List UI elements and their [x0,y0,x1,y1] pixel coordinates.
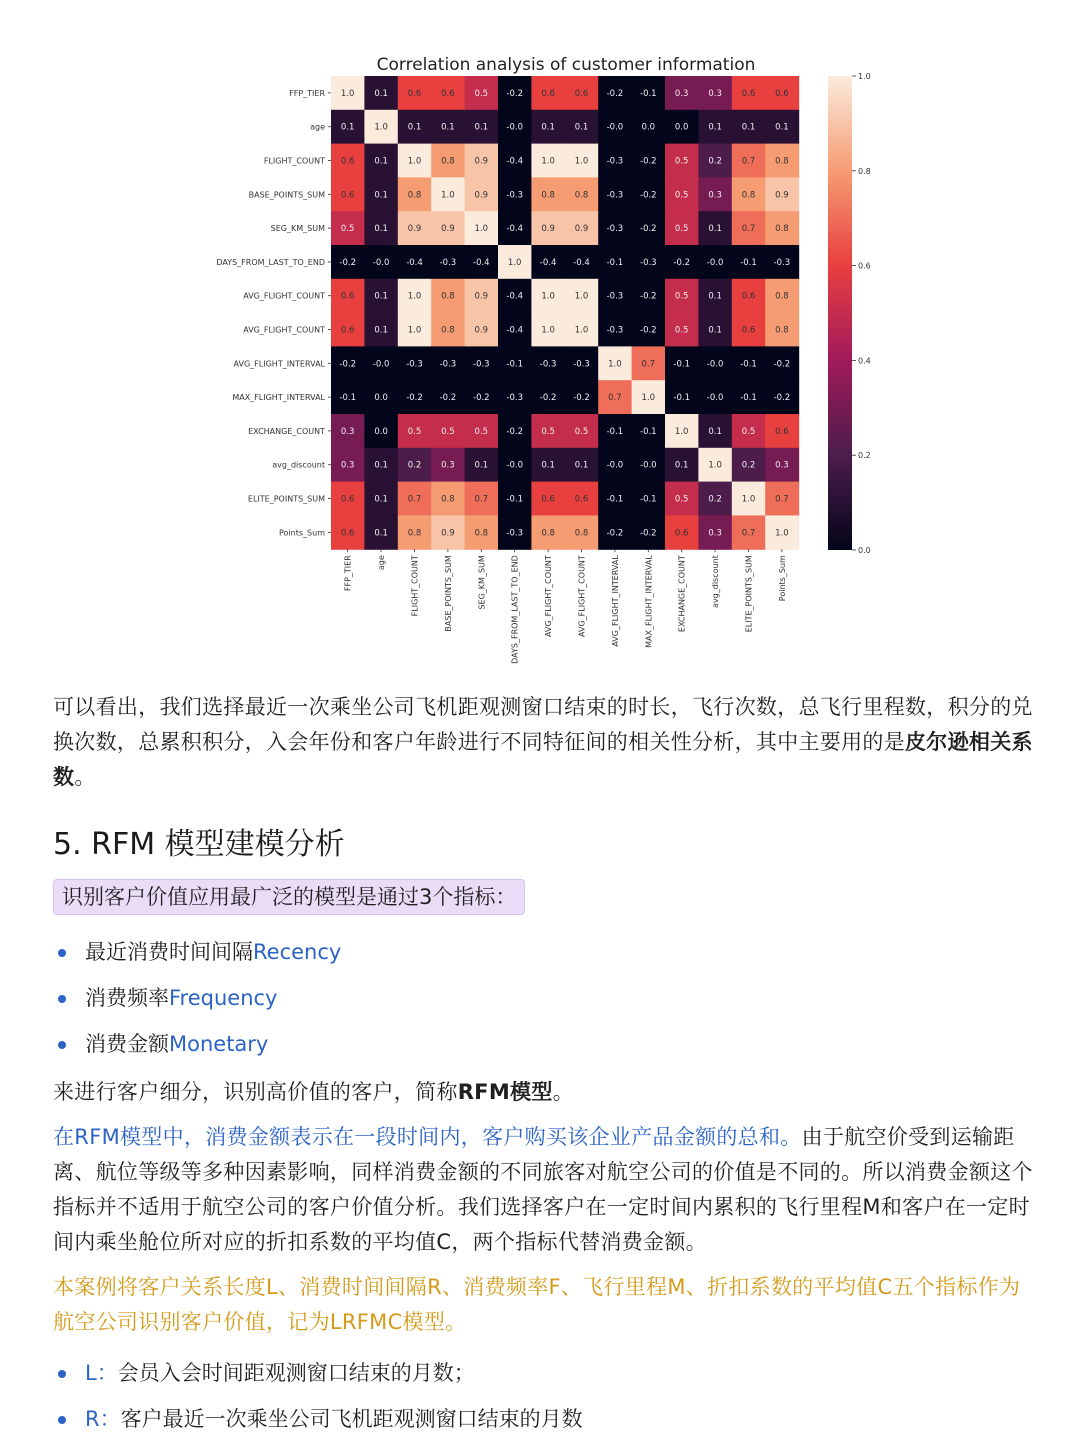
cell-value-label: 0.5 [674,291,689,302]
cell-value-label: 0.1 [374,494,388,505]
cell-value-label: -0.1 [506,359,523,370]
cell-value-label: 1.0 [441,190,455,201]
cell-value-label: 0.6 [340,156,355,167]
colorbar-tick-label: 0.0 [858,546,871,555]
cell-value-label: 0.8 [407,190,422,201]
cell-value-label: 0.1 [674,460,689,471]
cell-value-label: 0.6 [775,426,789,437]
column-tick-label: AVG_FLIGHT_COUNT [544,555,554,637]
cell-value-label: -0.2 [673,257,690,268]
column-tick-label: SEG_KM_SUM [477,555,487,610]
highlight-note: 识别客户价值应用最广泛的模型是通过3个指标： [53,879,525,915]
cell-value-label: 0.6 [741,88,756,99]
cell-value-label: 0.9 [441,528,455,539]
row-tick-label: ELITE_POINTS_SUM [247,494,325,504]
cell-value-label: -0.2 [606,528,624,539]
colorbar-tick-label: 0.4 [858,356,871,366]
cell-value-label: 0.6 [441,88,455,99]
cell-value-label: 0.1 [574,122,589,133]
cell-value-label: 0.5 [674,325,689,336]
cell-value-label: 0.1 [574,460,589,471]
cell-value-label: -0.3 [606,325,624,336]
cell-value-label: 0.8 [407,528,422,539]
cell-value-label: -0.2 [773,359,791,370]
cell-value-label: 0.7 [775,494,789,505]
bullet-dot [58,1370,66,1378]
item-en: Recency [253,940,342,964]
item-cn: 最近消费时间间隔 [85,940,253,964]
cell-value-label: 0.2 [407,460,422,471]
cell-value-label: 0.1 [374,528,388,539]
chart-title: Correlation analysis of customer information [376,55,756,75]
cell-value-label: 0.1 [374,325,388,336]
column-tick-label: BASE_POINTS_SUM [443,555,453,632]
cell-value-label: 0.2 [708,494,722,505]
cell-value-label: 0.6 [340,291,355,302]
cell-value-label: 0.7 [741,156,756,167]
cell-value-label: 0.1 [708,426,722,437]
cell-value-label: 0.5 [441,426,455,437]
colorbar-tick-label: 1.0 [858,72,871,81]
cell-value-label: 0.7 [741,224,756,235]
cell-value-label: 1.0 [407,291,422,302]
cell-value-label: 0.8 [474,528,489,539]
cell-value-label: -0.2 [539,393,557,404]
cell-value-label: -0.1 [606,494,624,505]
cell-value-label: 1.0 [474,224,489,235]
item-text: 会员入会时间距观测窗口结束的月数； [117,1361,475,1385]
cell-value-label: 0.8 [775,291,789,302]
cell-value-label: 0.7 [741,528,756,539]
cell-value-label: -0.4 [573,257,590,268]
cell-value-label: -0.2 [640,528,657,539]
cell-value-label: 0.9 [474,156,489,167]
cell-value-label: 0.8 [775,156,789,167]
cell-value-label: 0.7 [474,494,489,505]
cell-value-label: 0.9 [541,224,555,235]
colorbar-tick-label: 0.8 [858,166,871,176]
cell-value-label: -0.3 [640,257,657,268]
cell-value-label: 0.5 [674,190,689,201]
cell-value-label: 1.0 [407,325,422,336]
cell-value-label: -0.4 [539,257,557,268]
cell-value-label: -0.1 [640,88,657,99]
cell-value-label: 1.0 [340,88,355,99]
cell-value-label: 0.5 [674,156,689,167]
cell-value-label: -0.2 [339,257,356,268]
cell-value-label: 0.1 [441,122,455,133]
cell-value-label: 0.2 [741,460,756,471]
item-cn: 消费频率 [85,986,169,1010]
cell-value-label: 1.0 [541,291,555,302]
cell-value-label: 0.8 [775,224,789,235]
row-tick-label: FLIGHT_COUNT [263,156,325,166]
cell-value-label: 0.5 [407,426,422,437]
list-item [53,975,1033,1021]
cell-value-label: 0.1 [374,460,388,471]
cell-value-label: 0.9 [775,190,789,201]
cell-value-label: -0.0 [506,122,523,133]
cell-value-label: -0.0 [606,122,624,133]
list-item [53,929,1033,975]
article-body [53,690,1033,1450]
cell-value-label: -0.3 [606,291,624,302]
cell-value-label: 0.8 [541,190,555,201]
cell-value-label: 1.0 [574,156,589,167]
cell-value-label: -0.3 [773,257,791,268]
column-tick-label: DAYS_FROM_LAST_TO_END [510,555,520,664]
row-tick-label: EXCHANGE_COUNT [248,426,325,436]
cell-value-label: 0.1 [541,460,555,471]
row-labels [216,89,331,537]
cell-value-label: 0.6 [574,88,589,99]
list-item [53,1021,1033,1067]
cell-value-label: 0.3 [441,460,455,471]
cell-value-label: 0.5 [741,426,756,437]
cell-value-label: 0.8 [441,494,455,505]
cell-value-label: -0.3 [606,156,624,167]
cell-value-label: 1.0 [775,528,789,539]
cell-value-label: 0.1 [474,122,489,133]
row-tick-label: SEG_KM_SUM [270,224,325,234]
row-tick-label: AVG_FLIGHT_COUNT [243,291,325,301]
bullet-dot [58,1041,66,1049]
cell-value-label: 0.6 [340,325,355,336]
row-tick-label: age [310,122,325,132]
cell-value-label: -0.3 [539,359,557,370]
cell-value-label: 0.8 [574,528,589,539]
cell-value-label: -0.2 [439,393,457,404]
cell-value-label: -0.2 [339,359,356,370]
cell-value-label: -0.3 [573,359,590,370]
cell-value-label: -0.0 [372,359,390,370]
cell-value-label: -0.0 [706,257,724,268]
cell-value-label: 0.6 [340,494,355,505]
cell-value-label: 0.1 [374,224,388,235]
cell-value-label: -0.4 [473,257,490,268]
cell-value-label: 0.9 [441,224,455,235]
list-item [53,1350,1033,1396]
cell-value-label: 0.8 [441,156,455,167]
cell-value-label: 0.0 [374,393,388,404]
cell-value-label: 0.1 [775,122,789,133]
cell-value-label: -0.4 [506,224,523,235]
item-en: Monetary [169,1032,269,1056]
cell-value-label: -0.0 [506,460,523,471]
cell-value-label: -0.3 [473,359,490,370]
cell-value-label: 0.3 [708,528,722,539]
cell-value-label: -0.1 [740,393,757,404]
cell-value-label: -0.4 [506,325,523,336]
cell-value-label: -0.1 [673,359,690,370]
highlight-text: 在RFM模型中，消费金额表示在一段时间内，客户购买该企业产品金额的总和。 [53,1125,802,1149]
cell-value-label: -0.2 [640,190,657,201]
cell-value-label: 0.9 [574,224,589,235]
cell-value-label: 0.7 [407,494,422,505]
cell-value-label: 1.0 [741,494,756,505]
row-tick-label: MAX_FLIGHT_INTERVAL [232,393,325,403]
cell-value-label: 0.8 [574,190,589,201]
cell-value-label: -0.2 [640,224,657,235]
cell-value-label: 0.6 [574,494,589,505]
cell-value-label: 0.6 [340,528,355,539]
cell-value-label: 0.8 [441,291,455,302]
paragraph-monetary [53,1120,1033,1260]
cell-value-label: -0.3 [439,257,457,268]
row-tick-label: DAYS_FROM_LAST_TO_END [216,257,325,267]
cell-value-label: -0.1 [640,494,657,505]
cell-value-label: 0.5 [340,224,355,235]
cell-value-label: -0.3 [606,224,624,235]
column-tick-label: FFP_TIER [343,555,353,592]
row-tick-label: BASE_POINTS_SUM [248,190,325,200]
lrfmc-list [53,1350,1033,1442]
rfm-list [53,929,1033,1067]
cell-value-label: -0.2 [473,393,490,404]
cell-value-label: 0.8 [741,190,756,201]
paragraph-correlation [53,690,1033,795]
item-cn: 消费金额 [85,1032,169,1056]
item-key: L： [85,1361,118,1385]
column-tick-label: Points_Sum [777,555,787,602]
cell-value-label: -0.2 [406,393,423,404]
cell-value-label: 0.6 [741,291,756,302]
cell-value-label: 0.7 [641,359,656,370]
cell-value-label: 0.1 [374,291,388,302]
cell-value-label: 0.1 [708,325,722,336]
cell-value-label: 1.0 [374,122,388,133]
cell-value-label: 0.3 [775,460,789,471]
cell-value-label: -0.0 [640,460,657,471]
cell-value-label: -0.2 [606,88,624,99]
cell-value-label: -0.1 [640,426,657,437]
column-tick-label: MAX_FLIGHT_INTERVAL [644,555,654,648]
cell-value-label: -0.2 [773,393,791,404]
column-tick-label: avg_discount [711,555,721,608]
column-tick-label: AVG_FLIGHT_COUNT [577,555,587,637]
cell-value-label: 1.0 [674,426,689,437]
column-tick-label: AVG_FLIGHT_INTERVAL [610,555,620,647]
cell-value-label: -0.1 [740,359,757,370]
cell-value-label: -0.1 [740,257,757,268]
correlation-heatmap-figure [0,0,1080,680]
cell-value-label: -0.3 [439,359,457,370]
bullet-dot [58,949,66,957]
cell-value-label: 0.9 [474,325,489,336]
colorbar [828,76,852,550]
cell-value-label: 1.0 [574,291,589,302]
cell-value-label: -0.4 [506,291,523,302]
cell-value-label: 0.5 [674,224,689,235]
cell-value-label: -0.0 [706,393,724,404]
cell-value-label: 0.1 [708,291,722,302]
colorbar-ticks [852,72,871,555]
bold-term: RFM模型 [457,1080,553,1104]
cell-value-label: 0.2 [708,156,722,167]
cell-value-label: -0.3 [406,359,423,370]
paragraph-text: 由于航空价受到运输距离、航位等级等多种因素影响，同样消费金额的不同旅客对航空公司的价值是不同的。所以消费金额这个指标并不适用于航空公司的客户价值分析。我们选择客户在一定时间内累积的飞行里程M和客户在一定时间内乘坐舱位所对应的折扣系数的平均值C，两个指标代替消费金额。 [53,1125,1033,1254]
cell-value-label: 0.8 [541,528,555,539]
cell-value-label: 0.7 [608,393,622,404]
cell-value-label: 0.0 [374,426,388,437]
row-tick-label: Points_Sum [279,528,325,538]
cell-value-label: -0.2 [506,88,523,99]
colorbar-tick-label: 0.6 [858,261,871,271]
cell-value-label: 0.1 [474,460,489,471]
cell-value-label: 0.9 [407,224,422,235]
bullet-dot [58,995,66,1003]
cell-value-label: 0.6 [340,190,355,201]
item-en: Frequency [169,986,278,1010]
paragraph-text: 来进行客户细分，识别高价值的客户，简称 [53,1080,458,1104]
cell-value-label: 1.0 [641,393,656,404]
cell-value-label: -0.0 [606,460,624,471]
cell-value-label: 0.8 [775,325,789,336]
cell-value-label: 0.3 [708,190,722,201]
cell-value-label: -0.0 [706,359,724,370]
cell-value-label: -0.1 [673,393,690,404]
cell-value-label: -0.2 [573,393,590,404]
cell-value-label: 0.5 [574,426,589,437]
cell-value-label: -0.3 [506,393,523,404]
cell-value-label: 1.0 [708,460,722,471]
item-key: R： [85,1407,121,1431]
cell-value-label: 1.0 [541,325,555,336]
cell-value-label: -0.0 [372,257,390,268]
cell-value-label: 0.1 [407,122,422,133]
cell-value-label: 0.5 [674,494,689,505]
cell-value-label: 0.1 [374,156,388,167]
heatmap-cells [331,76,799,550]
row-tick-label: AVG_FLIGHT_COUNT [243,325,325,335]
cell-value-label: -0.2 [506,426,523,437]
cell-value-label: -0.1 [606,257,624,268]
cell-value-label: 0.1 [708,224,722,235]
cell-value-label: 0.9 [474,190,489,201]
cell-value-label: 0.1 [374,190,388,201]
cell-value-label: 1.0 [541,156,555,167]
item-text: 客户最近一次乘坐公司飞机距观测窗口结束的月数 [120,1407,583,1431]
row-tick-label: AVG_FLIGHT_INTERVAL [233,359,325,369]
cell-value-label: 0.6 [741,325,756,336]
cell-value-label: 0.1 [541,122,555,133]
cell-value-label: 0.5 [474,88,489,99]
column-tick-label: age [377,555,387,571]
cell-value-label: 0.6 [541,494,555,505]
paragraph-rfm [53,1075,1033,1110]
cell-value-label: 0.1 [708,122,722,133]
column-labels [344,549,787,664]
cell-value-label: 1.0 [507,257,522,268]
cell-value-label: 0.8 [441,325,455,336]
cell-value-label: -0.4 [406,257,423,268]
cell-value-label: 0.3 [340,426,355,437]
colorbar-tick-label: 0.2 [858,451,871,461]
paragraph-lrfmc: 本案例将客户关系长度L、消费时间间隔R、消费频率F、飞行里程M、折扣系数的平均值C五个指标作为航空公司识别客户价值，记为LRFMC模型。 [53,1275,1021,1334]
bullet-dot [58,1416,66,1424]
cell-value-label: -0.1 [339,393,356,404]
bold-term: 皮尔逊相关系数 [53,730,1033,789]
cell-value-label: 0.9 [474,291,489,302]
cell-value-label: -0.3 [506,528,523,539]
cell-value-label: -0.2 [640,325,657,336]
cell-value-label: 1.0 [608,359,622,370]
cell-value-label: 0.6 [407,88,422,99]
section-heading: 5. RFM 模型建模分析 [53,827,345,862]
cell-value-label: 0.5 [474,426,489,437]
cell-value-label: 0.6 [541,88,555,99]
cell-value-label: 0.3 [708,88,722,99]
row-tick-label: avg_discount [272,460,325,470]
cell-value-label: -0.4 [506,156,523,167]
cell-value-label: 0.3 [340,460,355,471]
column-tick-label: EXCHANGE_COUNT [677,555,687,633]
cell-value-label: -0.2 [640,156,657,167]
list-item [53,1396,1033,1442]
cell-value-label: 1.0 [407,156,422,167]
cell-value-label: 0.0 [674,122,689,133]
punct: 。 [552,1080,574,1104]
cell-value-label: 0.1 [340,122,355,133]
cell-value-label: -0.3 [506,190,523,201]
cell-value-label: -0.1 [506,494,523,505]
paragraph-text: 可以看出，我们选择最近一次乘坐公司飞机距观测窗口结束的时长，飞行次数，总飞行里程数，积分的兑换次数，总累积积分，入会年份和客户年龄进行不同特征间的相关性分析，其中主要用的是 [53,695,1033,754]
cell-value-label: 1.0 [574,325,589,336]
cell-value-label: 0.6 [674,528,689,539]
cell-value-label: 0.5 [541,426,555,437]
punct: 。 [74,765,96,789]
cell-value-label: 0.3 [674,88,689,99]
column-tick-label: ELITE_POINTS_SUM [744,555,754,633]
cell-value-label: -0.3 [606,190,624,201]
cell-value-label: 0.1 [374,88,388,99]
column-tick-label: FLIGHT_COUNT [410,555,420,617]
row-tick-label: FFP_TIER [289,88,325,98]
cell-value-label: 0.1 [741,122,756,133]
cell-value-label: -0.2 [640,291,657,302]
cell-value-label: 0.6 [775,88,789,99]
cell-value-label: 0.0 [641,122,656,133]
cell-value-label: -0.1 [606,426,624,437]
